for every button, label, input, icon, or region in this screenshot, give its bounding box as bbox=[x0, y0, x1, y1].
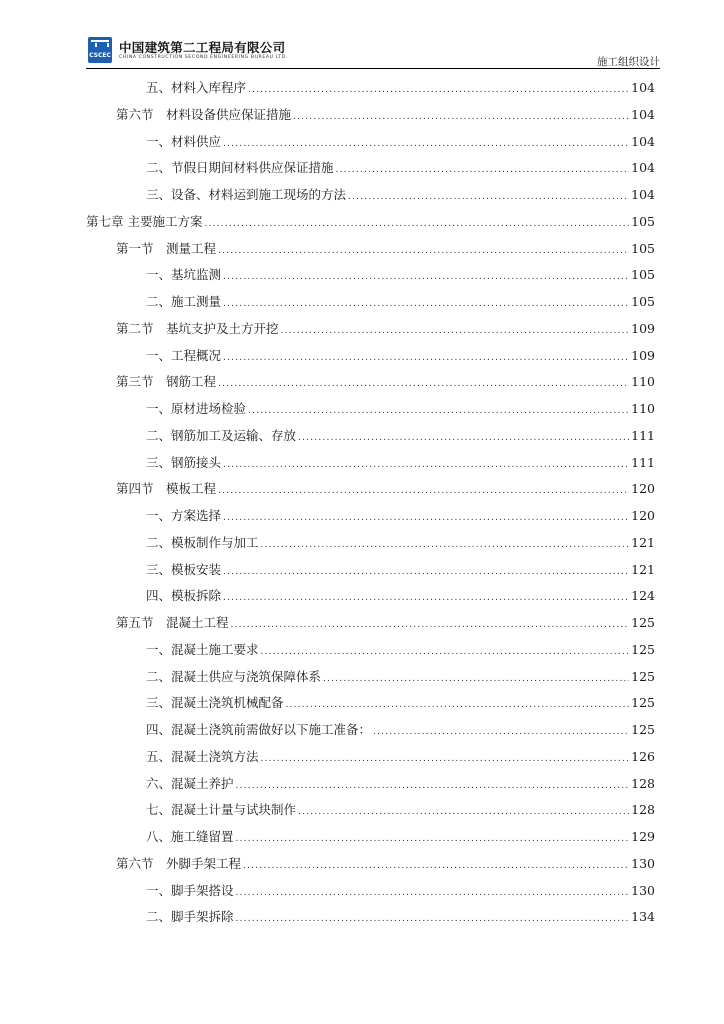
toc-entry-title: 第六节 材料设备供应保证措施 bbox=[116, 106, 292, 122]
toc-entry[interactable] bbox=[146, 426, 655, 446]
toc-entry-title: 一、基坑监测 bbox=[146, 267, 222, 283]
toc-entry[interactable] bbox=[146, 747, 655, 767]
toc-entry-title: 第五节 混凝土工程 bbox=[116, 615, 229, 630]
toc-page-number: 109 bbox=[631, 347, 655, 363]
toc-entry-title: 二、模板制作与加工 bbox=[146, 534, 259, 550]
toc-page-number: 104 bbox=[631, 133, 655, 149]
toc-entry[interactable] bbox=[146, 185, 655, 205]
toc-entry[interactable] bbox=[146, 292, 655, 312]
company-logo-icon bbox=[88, 37, 112, 63]
toc-page-number: 129 bbox=[631, 829, 655, 844]
toc-page-number: 111 bbox=[631, 454, 655, 470]
toc-entry-title: 第三节 钢筋工程 bbox=[116, 374, 217, 390]
toc-leader-dots bbox=[336, 160, 630, 180]
toc-entry-title: 第七章 主要施工方案 bbox=[86, 213, 203, 229]
toc-entry-title: 一、原材进场检验 bbox=[146, 401, 247, 416]
toc-leader-dots bbox=[223, 267, 629, 287]
toc-entry[interactable] bbox=[146, 399, 655, 419]
toc-entry-title: 三、设备、材料运到施工现场的方法 bbox=[146, 187, 347, 202]
toc-entry-title: 第一节 测量工程 bbox=[116, 240, 217, 256]
toc-leader-dots bbox=[281, 321, 630, 341]
toc-page-number: 125 bbox=[631, 615, 655, 630]
toc-leader-dots bbox=[261, 642, 630, 662]
toc-page-number: 110 bbox=[631, 401, 655, 416]
toc-leader-dots bbox=[223, 134, 629, 154]
toc-entry-title: 二、节假日期间材料供应保证措施 bbox=[146, 160, 334, 176]
toc-page-number: 128 bbox=[631, 775, 655, 791]
toc-entry[interactable] bbox=[146, 774, 655, 794]
toc-page-number: 105 bbox=[631, 213, 655, 229]
toc-entry[interactable] bbox=[116, 854, 655, 874]
toc-page-number: 125 bbox=[631, 641, 655, 657]
toc-entry-title: 一、脚手架搭设 bbox=[146, 882, 234, 898]
toc-page-number: 124 bbox=[631, 588, 655, 604]
toc-leader-dots bbox=[223, 294, 629, 314]
page-header bbox=[86, 34, 660, 70]
toc-page-number: 125 bbox=[631, 722, 655, 737]
toc-leader-dots bbox=[298, 428, 629, 448]
toc-leader-dots bbox=[248, 401, 629, 421]
toc-leader-dots bbox=[223, 588, 629, 608]
toc-entry-title: 三、模板安装 bbox=[146, 561, 222, 577]
toc-leader-dots bbox=[218, 374, 629, 394]
toc-page-number: 105 bbox=[631, 267, 655, 283]
toc-leader-dots bbox=[223, 348, 629, 368]
toc-entry[interactable] bbox=[146, 881, 655, 901]
toc-page-number: 125 bbox=[631, 695, 655, 711]
toc-leader-dots bbox=[204, 214, 629, 234]
toc-leader-dots bbox=[298, 802, 629, 822]
toc-leader-dots bbox=[286, 695, 630, 715]
toc-entry-title: 第六节 外脚手架工程 bbox=[116, 855, 242, 871]
toc-page-number: 121 bbox=[631, 561, 655, 577]
toc-entry[interactable] bbox=[146, 506, 655, 526]
toc-entry[interactable] bbox=[146, 560, 655, 580]
toc-leader-dots bbox=[261, 535, 630, 555]
toc-leader-dots bbox=[348, 187, 629, 207]
toc-entry[interactable] bbox=[146, 453, 655, 473]
toc-entry[interactable] bbox=[116, 105, 655, 125]
toc-entry-title: 八、施工缝留置 bbox=[146, 829, 234, 844]
company-name: 中国建筑第二工程局有限公司 bbox=[119, 40, 286, 55]
toc-entry-title: 四、混凝土浇筑前需做好以下施工准备： bbox=[146, 722, 372, 737]
toc-page-number: 120 bbox=[631, 508, 655, 523]
toc-leader-dots bbox=[218, 481, 629, 501]
toc-entry-title: 一、工程概况 bbox=[146, 347, 222, 363]
toc-leader-dots bbox=[231, 615, 630, 635]
toc-entry[interactable] bbox=[116, 319, 655, 339]
toc-entry[interactable] bbox=[146, 346, 655, 366]
toc-entry-title: 七、混凝土计量与试块制作 bbox=[146, 802, 297, 818]
toc-entry-title: 五、混凝土浇筑方法 bbox=[146, 748, 259, 764]
toc-entry[interactable] bbox=[146, 158, 655, 178]
toc-entry[interactable] bbox=[116, 372, 655, 392]
toc-page-number: 121 bbox=[631, 534, 655, 550]
toc-entry-title: 六、混凝土养护 bbox=[146, 775, 234, 791]
toc-leader-dots bbox=[236, 883, 630, 903]
toc-entry-title: 五、材料入库程序 bbox=[146, 80, 247, 95]
toc-page-number: 104 bbox=[631, 160, 655, 176]
toc-page-number: 110 bbox=[631, 374, 655, 390]
toc-page-number: 130 bbox=[631, 882, 655, 898]
document-title: 施工组织设计 bbox=[597, 56, 660, 68]
toc-leader-dots bbox=[248, 80, 629, 100]
toc-page-number: 104 bbox=[631, 80, 655, 95]
toc-page-number: 134 bbox=[631, 909, 655, 925]
toc-entry-title: 二、脚手架拆除 bbox=[146, 909, 234, 925]
toc-entry[interactable] bbox=[146, 586, 655, 606]
toc-page-number: 105 bbox=[631, 240, 655, 256]
toc-entry[interactable] bbox=[146, 132, 655, 152]
toc-entry-title: 第四节 模板工程 bbox=[116, 481, 217, 497]
toc-page-number: 125 bbox=[631, 668, 655, 684]
toc-page-number: 120 bbox=[631, 481, 655, 497]
toc-entry[interactable] bbox=[116, 613, 655, 633]
toc-entry[interactable] bbox=[146, 827, 655, 847]
toc-entry-title: 二、钢筋加工及运输、存放 bbox=[146, 427, 297, 443]
toc-page-number: 109 bbox=[631, 320, 655, 336]
toc-entry-title: 一、材料供应 bbox=[146, 133, 222, 149]
toc-entry[interactable] bbox=[86, 212, 655, 232]
toc-leader-dots bbox=[261, 749, 630, 769]
toc-leader-dots bbox=[373, 722, 629, 742]
toc-page-number: 105 bbox=[631, 294, 655, 309]
toc-leader-dots bbox=[323, 669, 629, 689]
company-name-en: CHINA CONSTRUCTION SECOND ENGINEERING BUREAU LTD. bbox=[119, 55, 288, 60]
toc-entry[interactable] bbox=[146, 78, 655, 98]
toc-entry[interactable] bbox=[146, 667, 655, 687]
toc-entry-title: 三、混凝土浇筑机械配备 bbox=[146, 695, 284, 711]
toc-leader-dots bbox=[236, 776, 630, 796]
toc-leader-dots bbox=[223, 562, 629, 582]
toc-page-number: 130 bbox=[631, 855, 655, 871]
toc-page-number: 111 bbox=[631, 427, 655, 443]
toc-leader-dots bbox=[236, 909, 630, 929]
toc-entry-title: 三、钢筋接头 bbox=[146, 454, 222, 470]
toc-leader-dots bbox=[243, 856, 629, 876]
toc-entry-title: 第二节 基坑支护及土方开挖 bbox=[116, 320, 279, 336]
toc-page-number: 128 bbox=[631, 802, 655, 818]
toc-leader-dots bbox=[236, 829, 630, 849]
logo-text: CSCEC bbox=[89, 52, 111, 59]
toc-entry[interactable] bbox=[146, 693, 655, 713]
toc-entry[interactable] bbox=[146, 265, 655, 285]
header-divider bbox=[86, 68, 660, 69]
toc-page-number: 104 bbox=[631, 106, 655, 122]
toc-entry[interactable] bbox=[146, 533, 655, 553]
toc-leader-dots bbox=[218, 241, 629, 261]
toc-entry-title: 四、模板拆除 bbox=[146, 588, 222, 604]
toc-leader-dots bbox=[293, 107, 629, 127]
toc-entry[interactable] bbox=[146, 640, 655, 660]
toc-entry[interactable] bbox=[146, 800, 655, 820]
toc-page-number: 126 bbox=[631, 748, 655, 764]
toc-entry-title: 二、施工测量 bbox=[146, 294, 222, 309]
toc-entry-title: 一、方案选择 bbox=[146, 508, 222, 523]
toc-entry[interactable] bbox=[116, 239, 655, 259]
toc-entry[interactable] bbox=[146, 907, 655, 927]
toc-page-number: 104 bbox=[631, 187, 655, 202]
toc-entry-title: 一、混凝土施工要求 bbox=[146, 641, 259, 657]
toc-leader-dots bbox=[223, 508, 629, 528]
toc-leader-dots bbox=[223, 455, 629, 475]
toc-entry[interactable] bbox=[146, 720, 655, 740]
toc-entry[interactable] bbox=[116, 479, 655, 499]
toc-entry-title: 二、混凝土供应与浇筑保障体系 bbox=[146, 668, 322, 684]
